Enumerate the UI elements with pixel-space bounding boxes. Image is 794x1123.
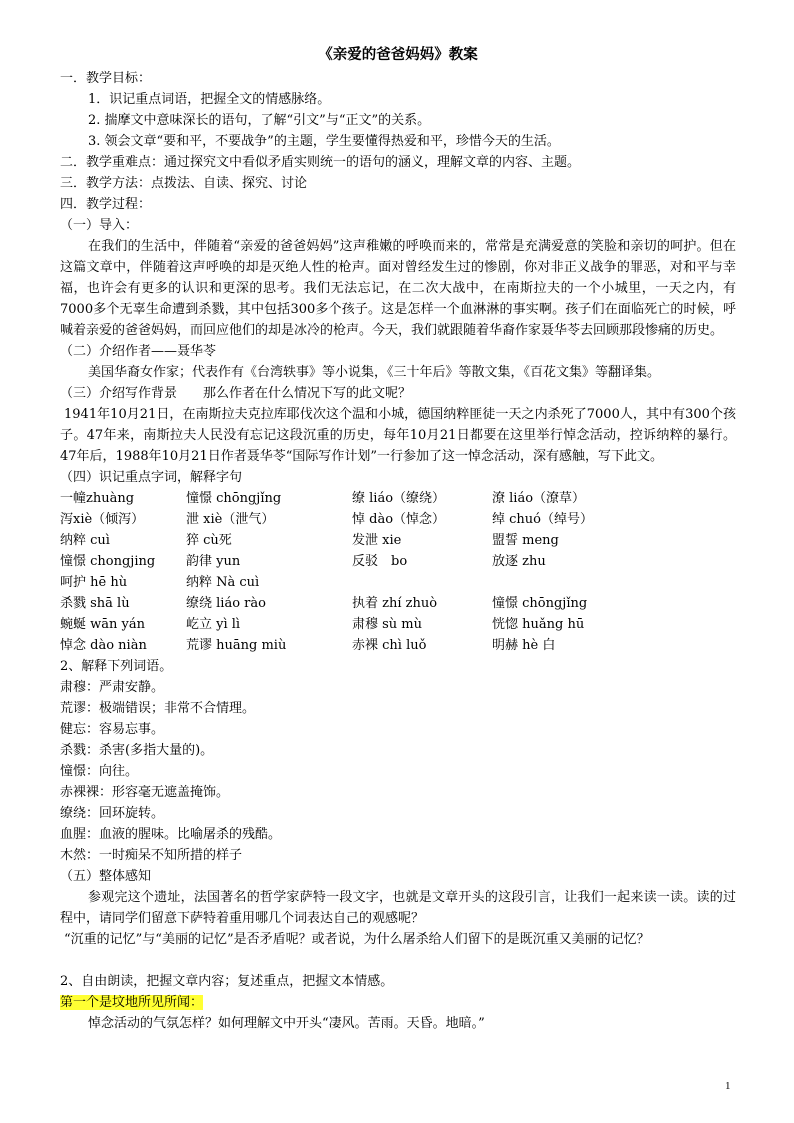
- vocab-cell: 发泄 xie: [352, 533, 402, 548]
- explain-item: 缭绕：回环旋转。: [60, 806, 165, 821]
- highlighted-line: [60, 992, 736, 1013]
- document-body: [60, 44, 736, 1034]
- perceive-paragraph: 参观完这个遗址，法国著名的哲学家萨特一段文字，也就是文章开头的这段引言，让我们一起来读一读。读的过程中，请同学们留意下萨特着重用哪几个词表达自己的观感呢？: [60, 890, 736, 926]
- perceive-heading: （五）整体感知: [60, 869, 152, 884]
- vocab-cell: 蜿蜒 wān yán: [60, 617, 145, 632]
- vocab-cell: 纳粹 Nà cuì: [186, 575, 260, 590]
- vocab-cell: 屹立 yì lì: [186, 617, 241, 632]
- vocab-cell: 一幢zhuàng: [60, 491, 135, 506]
- key-points: 二．教学重难点：通过探究文中看似矛盾实则统一的语句的涵义，理解文章的内容、主题。: [60, 155, 581, 170]
- reading-task: 2、自由朗读，把握文章内容；复述重点，把握文本情感。: [60, 974, 394, 989]
- vocab-cell: 反驳 bo: [352, 554, 408, 569]
- vocab-cell: 悼念 dào niàn: [60, 638, 147, 653]
- vocab-cell: 悼 dào（悼念）: [352, 512, 446, 527]
- background-heading: （三）介绍写作背景 那么作者在什么情况下写的此文呢？: [60, 386, 412, 401]
- intro-heading: （一）导入：: [60, 218, 139, 233]
- intro-paragraph: 在我们的生活中，伴随着“亲爱的爸爸妈妈”这声稚嫩的呼唤而来的，常常是充满爱意的笑脸和亲切的呵护。但在这篇文章中，伴随着这声呼唤的却是灭绝人性的枪声。面对曾经发生过的惨剧，你对非正义战争的罪恶，对和平与幸福，也许会有更多的认识和更深的思考。我们无法忘记，在二次大战中，在南斯拉夫的一个小城里，一天之内，有7000多个无辜生命遭到杀戮，其中包括300多个孩子。这是怎样一个血淋淋的事实啊。孩子们在面临死亡的时候，呼喊着亲爱的爸爸妈妈，而回应他们的却是冰冷的枪声。今天，我们就跟随着华裔作家聂华苓去回顾那段惨痛的历史。: [60, 239, 736, 338]
- vocab-cell: 赤裸 chì luǒ: [352, 638, 427, 653]
- goal-item: 1．识记重点词语，把握全文的情感脉络。: [88, 92, 331, 107]
- vocab-cell: 绰 chuó（绰号）: [492, 512, 593, 527]
- goals-heading: 一．教学目标：: [60, 71, 152, 86]
- vocab-cell: 憧憬 chōngjǐng: [186, 491, 282, 506]
- background-paragraph: 1941年10月21日，在南斯拉夫克拉库耶伐次这个温和小城，德国纳粹匪徒一天之内杀死了7000人，其中有300个孩子。47年来，南斯拉夫人民没有忘记这段沉重的历史，每年10月21日都要在这里举行悼念活动，控诉纳粹的暴行。47年后，1988年10月21日作者聂华苓“国际写作计划”一行参加了这一悼念活动，深有感触，写下此文。: [60, 407, 736, 464]
- vocab-cell: 盟誓 meng: [492, 533, 559, 548]
- vocab-cell: 呵护 hē hù: [60, 575, 128, 590]
- vocab-cell: 恍惚 huǎng hū: [492, 617, 585, 632]
- explain-item: 木然：一时痴呆不知所措的样子: [60, 848, 243, 863]
- question-memory: “沉重的记忆”与“美丽的记忆”是否矛盾呢？或者说，为什么屠杀给人们留下的是既沉重又美丽的记忆？: [64, 932, 650, 947]
- page-number: 1: [725, 1080, 731, 1092]
- author-heading: （二）介绍作者——聂华苓: [60, 344, 217, 359]
- vocab-cell: 憧憬 chōngjǐng: [492, 596, 588, 611]
- vocab-cell: 韵律 yun: [186, 554, 241, 569]
- explain-item: 憧憬：向往。: [60, 764, 139, 779]
- explain-item: 肃穆：严肃安静。: [60, 680, 165, 695]
- vocab-cell: [352, 572, 492, 593]
- vocab-cell: 猝 cù死: [186, 533, 232, 548]
- vocab-cell: 缭 liáo（缭绕）: [352, 491, 446, 506]
- vocab-cell: 杀戮 shā lù: [60, 596, 130, 611]
- vocab-cell: 憧憬 chongjing: [60, 554, 156, 569]
- explain-heading: 2、解释下列词语。: [60, 659, 173, 674]
- explain-item: 健忘：容易忘事。: [60, 722, 165, 737]
- highlight-text: 第一个是坟地所见所闻：: [60, 995, 204, 1010]
- author-paragraph: 美国华裔女作家；代表作有《台湾轶事》等小说集，《三十年后》等散文集，《百花文集》等翻译集。: [88, 365, 661, 380]
- vocab-cell: [492, 572, 692, 593]
- vocab-cell: 纳粹 cuì: [60, 533, 110, 548]
- explain-item: 赤裸裸：形容毫无遮盖掩饰。: [60, 785, 230, 800]
- vocab-cell: 缭绕 liáo rào: [186, 596, 266, 611]
- process-heading: 四．教学过程：: [60, 197, 152, 212]
- explain-item: 血腥：血液的腥味。比喻屠杀的残酷。: [60, 827, 282, 842]
- vocab-cell: 肃穆 sù mù: [352, 617, 423, 632]
- goal-item: 3. 领会文章“要和平，不要战争”的主题，学生要懂得热爱和平，珍惜今天的生活。: [88, 134, 560, 149]
- question-atmosphere: 悼念活动的气氛怎样？如何理解文中开头“凄风。苦雨。天昏。地暗。”: [88, 1016, 485, 1031]
- vocab-table: [60, 488, 736, 656]
- teaching-methods: 三．教学方法：点拨法、自读、探究、讨论: [60, 176, 308, 191]
- vocab-cell: 泄 xiè（泄气）: [186, 512, 275, 527]
- document-title: 《亲爱的爸爸妈妈》教案: [318, 47, 478, 63]
- vocab-heading: （四）识记重点字词，解释字句: [60, 470, 243, 485]
- vocab-cell: 泻xiè（倾泻）: [60, 512, 145, 527]
- vocab-cell: 荒谬 huāng miù: [186, 638, 287, 653]
- explain-item: 杀戮：杀害(多指大量的)。: [60, 743, 214, 758]
- vocab-cell: 明赫 hè 白: [492, 638, 556, 653]
- explain-item: 荒谬：极端错误；非常不合情理。: [60, 701, 256, 716]
- goal-item: 2. 揣摩文中意味深长的语句，了解“引文”与“正文”的关系。: [88, 113, 431, 128]
- vocab-cell: 放逐 zhu: [492, 554, 546, 569]
- vocab-cell: 潦 liáo（潦草）: [492, 491, 586, 506]
- vocab-cell: 执着 zhí zhuò: [352, 596, 438, 611]
